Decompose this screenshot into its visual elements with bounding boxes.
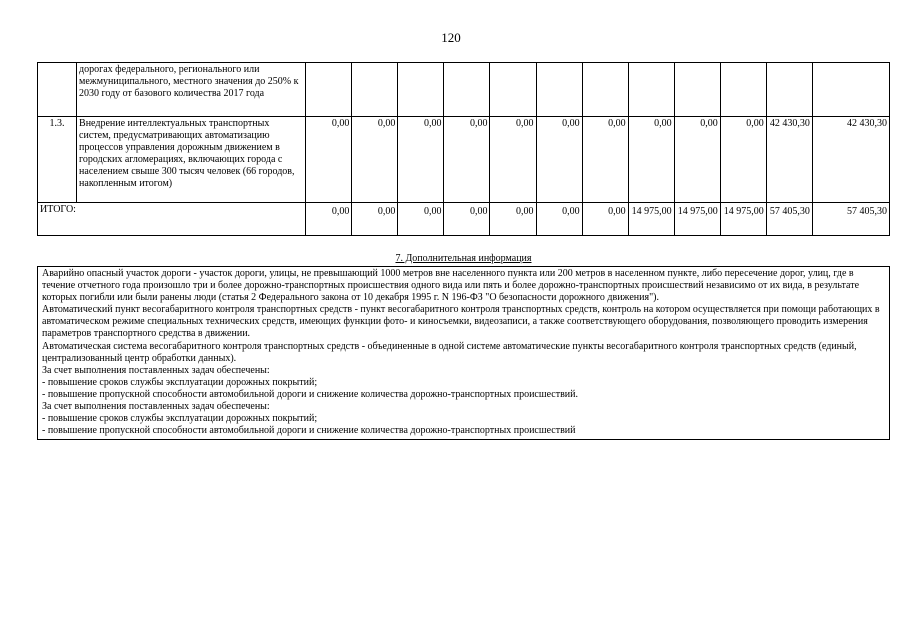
total-value-cell: 0,00 <box>306 203 352 236</box>
value-cell: 42 430,30 <box>766 117 812 203</box>
total-value-cell: 0,00 <box>398 203 444 236</box>
value-cell <box>766 63 812 117</box>
info-paragraph: За счет выполнения поставленных задач обеспечены: <box>42 364 270 376</box>
value-cell <box>720 63 766 117</box>
value-cell: 0,00 <box>352 117 398 203</box>
value-cell <box>306 63 352 117</box>
value-cell <box>352 63 398 117</box>
total-value-cell: 0,00 <box>444 203 490 236</box>
value-cell: 0,00 <box>444 117 490 203</box>
table-row <box>38 117 890 203</box>
info-paragraph: За счет выполнения поставленных задач обеспечены: <box>42 401 270 413</box>
value-cell: 0,00 <box>674 117 720 203</box>
value-cell: 0,00 <box>582 117 628 203</box>
value-cell <box>674 63 720 117</box>
total-row <box>38 203 890 236</box>
value-cell <box>444 63 490 117</box>
value-cell <box>398 63 444 117</box>
additional-info-box <box>37 266 890 440</box>
total-value-cell: 0,00 <box>582 203 628 236</box>
total-value-cell: 57 405,30 <box>812 203 889 236</box>
value-cell: 0,00 <box>536 117 582 203</box>
value-cell: 42 430,30 <box>812 117 889 203</box>
value-cell <box>628 63 674 117</box>
row-number: 1.3. <box>38 117 77 203</box>
total-value-cell: 57 405,30 <box>766 203 812 236</box>
row-description: дорогах федерального, регионального или межмуниципального, местного значения до 250% к 2030 году от базового количества 2017 года <box>77 63 306 117</box>
total-value-cell: 14 975,00 <box>674 203 720 236</box>
info-paragraph: Автоматическая система весогабаритного контроля транспортных средств - объединенные в одной системе автоматические пункты весогабаритного контроля транспортных средств (единый, централизованный центр обработки данных). <box>42 340 857 364</box>
value-cell <box>812 63 889 117</box>
value-cell: 0,00 <box>490 117 536 203</box>
value-cell <box>536 63 582 117</box>
info-paragraph: - повышение пропускной способности автомобильной дороги и снижение количества дорожно-транспортных происшествий <box>42 425 576 437</box>
info-paragraph: - повышение пропускной способности автомобильной дороги и снижение количества дорожно-транспортных происшествий. <box>42 388 578 400</box>
value-cell: 0,00 <box>306 117 352 203</box>
total-value-cell: 14 975,00 <box>720 203 766 236</box>
total-value-cell: 14 975,00 <box>628 203 674 236</box>
row-description: Внедрение интеллектуальных транспортных систем, предусматривающих автоматизацию процессов управления дорожным движением в городских агломерациях, включающих города с населением свыше 300 тысяч человек (66 городов, накопленным итогом) <box>77 117 306 203</box>
total-value-cell: 0,00 <box>352 203 398 236</box>
info-paragraph: Аварийно опасный участок дороги - участок дороги, улицы, не превышающий 1000 метров вне населенного пункта или 200 метров в населенном пункте, либо пересечение дорог, улиц, где в течение отчетного года произошло три и более дорожно-транспортных происшествия одного вида или пять и более дорожно-транспортных происшествий независимо от их вида, в результате которых погибли или были ранены люди (статья 2 Федерального закона от 10 декабря 1995 г. N 196-ФЗ "О безопасности дорожного движения"). <box>42 268 860 304</box>
info-paragraph: Автоматический пункт весогабаритного контроля транспортных средств - пункт весогабаритного контроля транспортных средств, контроль на котором осуществляется при помощи работающих в автоматическом режиме специальных технических средств, имеющих функции фото- и киносъемки, видеозаписи, а также соответствующего оборудования, позволяющего проводить измерения параметров транспортного средства в движении. <box>42 304 880 340</box>
page-number: 120 <box>441 30 461 45</box>
info-paragraph: - повышение сроков службы эксплуатации дорожных покрытий; <box>42 376 318 388</box>
value-cell: 0,00 <box>720 117 766 203</box>
total-label: ИТОГО: <box>38 203 306 236</box>
table-row <box>38 63 890 117</box>
row-number <box>38 63 77 117</box>
value-cell <box>490 63 536 117</box>
info-paragraph: - повышение сроков службы эксплуатации дорожных покрытий; <box>42 413 318 425</box>
financing-table <box>37 62 890 236</box>
section-title: 7. Дополнительная информация <box>395 253 532 264</box>
value-cell: 0,00 <box>398 117 444 203</box>
value-cell <box>582 63 628 117</box>
total-value-cell: 0,00 <box>536 203 582 236</box>
value-cell: 0,00 <box>628 117 674 203</box>
total-value-cell: 0,00 <box>490 203 536 236</box>
